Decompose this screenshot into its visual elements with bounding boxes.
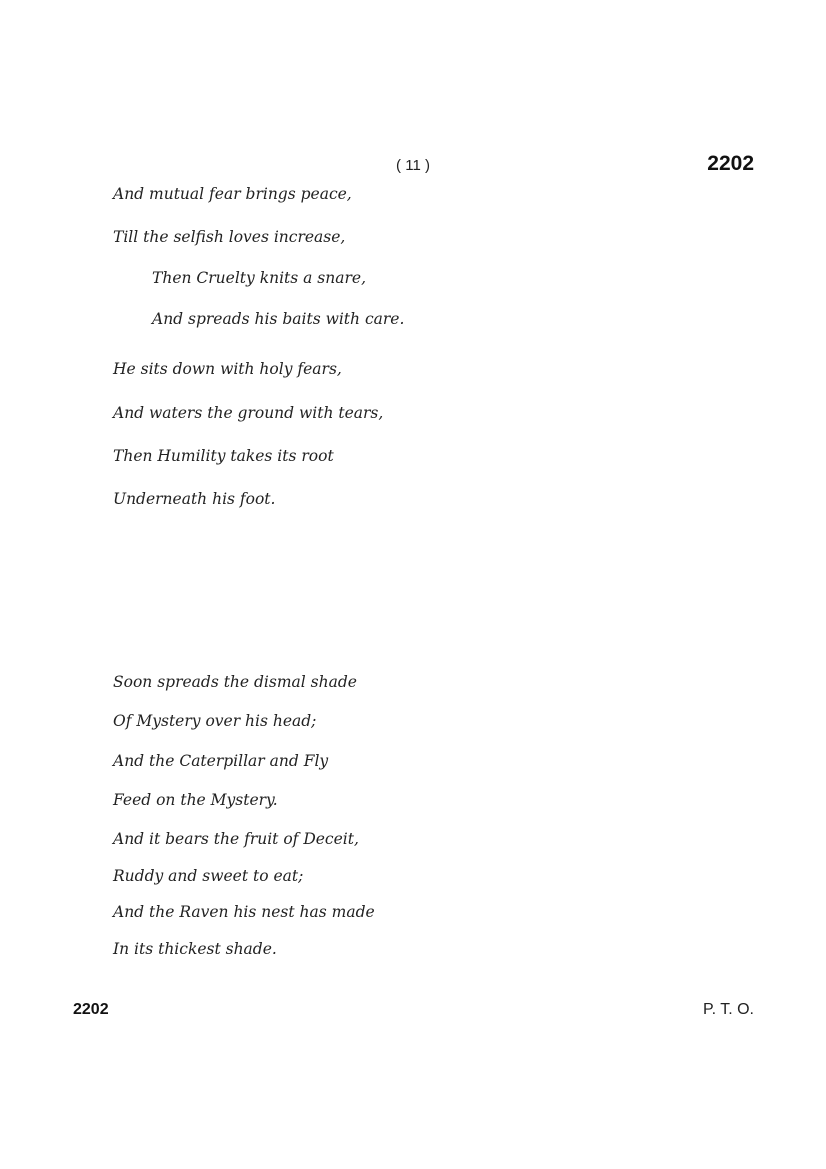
poem-line: Feed on the Mystery. — [113, 791, 278, 809]
poem-line: He sits down with holy fears, — [113, 360, 342, 378]
poem-line: Till the selfish loves increase, — [113, 228, 346, 246]
paper-code-top: 2202 — [707, 152, 754, 175]
poem-line: And spreads his baits with care. — [152, 310, 405, 328]
poem-line: Then Humility takes its root — [113, 447, 334, 465]
poem-line: Underneath his foot. — [113, 490, 276, 508]
poem-line: Then Cruelty knits a snare, — [152, 269, 366, 287]
poem-line: And the Raven his nest has made — [113, 903, 375, 921]
poem-line: And waters the ground with tears, — [113, 404, 384, 422]
poem-line: And it bears the fruit of Deceit, — [113, 830, 359, 848]
poem-line: And the Caterpillar and Fly — [113, 752, 329, 770]
poem-line: And mutual fear brings peace, — [113, 185, 352, 203]
poem-line: Of Mystery over his head; — [113, 712, 317, 730]
paper-code-bottom: 2202 — [73, 1001, 109, 1018]
pto-label: P. T. O. — [703, 1001, 754, 1018]
poem-line: In its thickest shade. — [113, 940, 277, 958]
page-number: ( 11 ) — [396, 157, 430, 174]
poem-line: Soon spreads the dismal shade — [113, 673, 357, 691]
poem-line: Ruddy and sweet to eat; — [113, 867, 304, 885]
